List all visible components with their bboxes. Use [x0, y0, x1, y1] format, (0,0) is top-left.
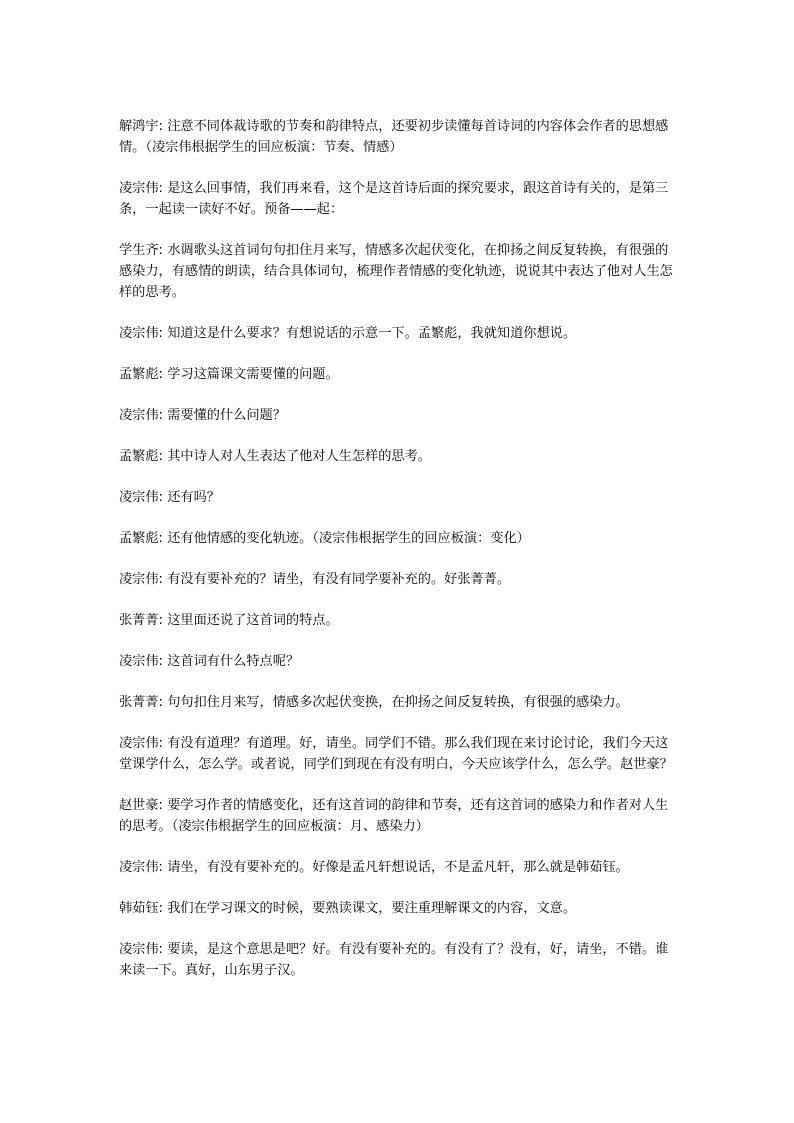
- paragraph-18: 凌宗伟: 要读，是这个意思是吧？好。有没有要补充的。有没有了？没有，好，请坐，不错。谁来读一下。真好，山东男子汉。: [119, 942, 669, 978]
- paragraph-1: 解鸿宇: 注意不同体裁诗歌的节奏和韵律特点，还要初步读懂每首诗词的内容体会作者的思想感情。（凌宗伟根据学生的回应板演：节奏、情感）: [119, 119, 669, 155]
- paragraph-14: 凌宗伟: 有没有道理？有道理。好，请坐。同学们不错。那么我们现在来讨论讨论，我们今天这堂课学什么，怎么学。或者说，同学们到现在有没有明白，今天应该学什么，怎么学。赵世豪？: [119, 736, 673, 772]
- paragraph-7: 孟繁彪: 其中诗人对人生表达了他对人生怎样的思考。: [119, 449, 431, 464]
- paragraph-9: 孟繁彪: 还有他情感的变化轨迹。（凌宗伟根据学生的回应板演：变化）: [119, 531, 530, 546]
- paragraph-5: 孟繁彪: 学习这篇课文需要懂的问题。: [119, 367, 339, 382]
- document-body: [119, 116, 679, 1001]
- paragraph-12: 凌宗伟: 这首词有什么特点呢？: [119, 654, 300, 669]
- paragraph-3: 学生齐: 水调歌头这首词句句扣住月来写，情感多次起伏变化，在抑扬之间反复转换，有很强的感染力，有感情的朗读，结合具体词句，梳理作者情感的变化轨迹，说说其中表达了他对人生怎样的思考。: [119, 243, 673, 300]
- paragraph-8: 凌宗伟: 还有吗？: [119, 490, 220, 505]
- paragraph-16: 凌宗伟: 请坐，有没有要补充的。好像是孟凡轩想说话，不是孟凡轩，那么就是韩茹钰。: [119, 860, 629, 875]
- paragraph-17: 韩茹钰: 我们在学习课文的时候，要熟读课文，要注重理解课文的内容，文意。: [119, 901, 577, 916]
- paragraph-11: 张菁菁: 这里面还说了这首词的特点。: [119, 613, 339, 628]
- paragraph-15: 赵世豪: 要学习作者的情感变化，还有这首词的韵律和节奏，还有这首词的感染力和作者对人生的思考。（凌宗伟根据学生的回应板演：月、感染力）: [119, 798, 669, 834]
- paragraph-4: 凌宗伟: 知道这是什么要求？有想说话的示意一下。孟繁彪，我就知道你想说。: [119, 326, 577, 341]
- paragraph-2: 凌宗伟: 是这么回事情，我们再来看，这个是这首诗后面的探究要求，跟这首诗有关的，是第三条，一起读一读好不好。预备——起：: [119, 181, 669, 217]
- paragraph-10: 凌宗伟: 有没有要补充的？请坐，有没有同学要补充的。好张菁菁。: [119, 572, 511, 587]
- paragraph-13: 张菁菁: 句句扣住月来写，情感多次起伏变换，在抑扬之间反复转换，有很强的感染力。: [119, 695, 629, 710]
- paragraph-6: 凌宗伟: 需要懂的什么问题？: [119, 408, 286, 423]
